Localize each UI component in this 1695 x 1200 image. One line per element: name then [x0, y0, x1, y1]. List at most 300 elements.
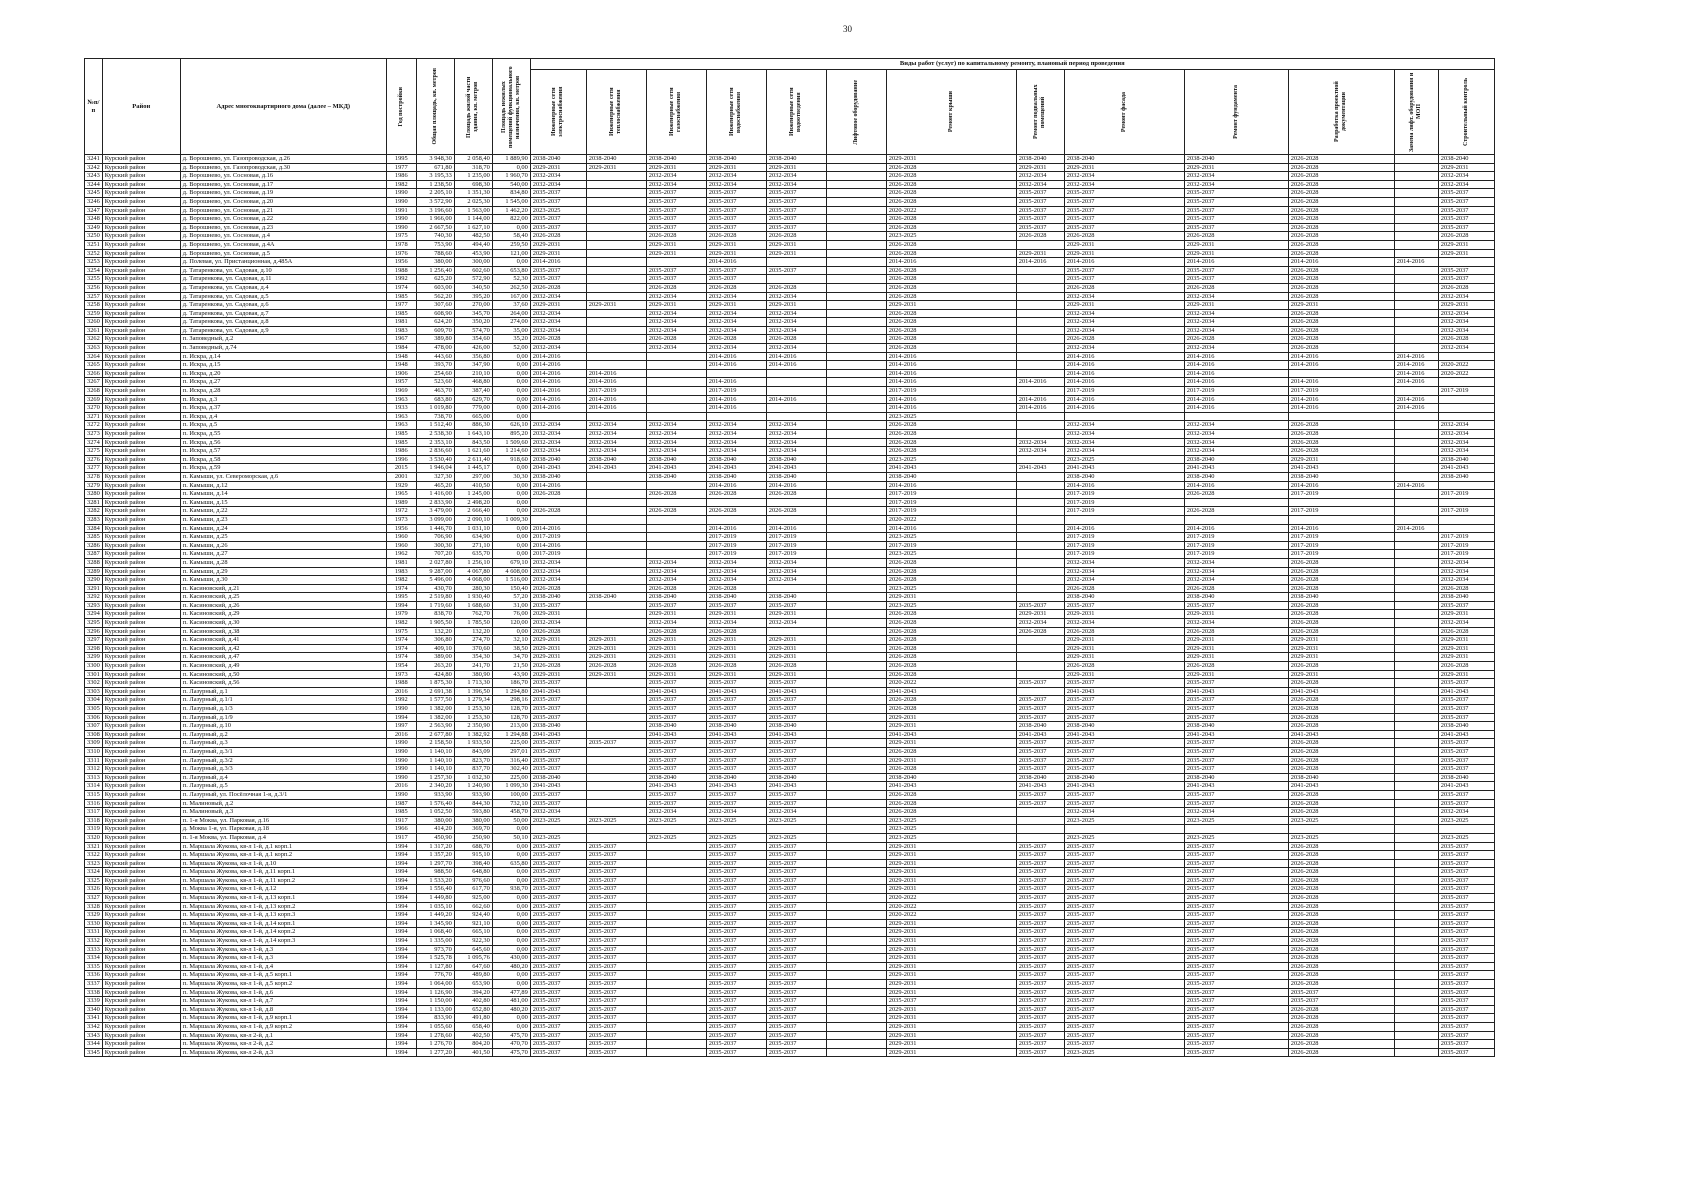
- table-cell: п. Маршала Жукова, кв-л 1-й, д.3: [180, 954, 386, 963]
- table-cell: 2035-2037: [706, 266, 766, 275]
- table-cell: 2035-2037: [586, 902, 646, 911]
- table-cell: [1394, 430, 1438, 439]
- table-cell: 2023-2025: [706, 816, 766, 825]
- table-cell: 2032-2034: [1184, 438, 1288, 447]
- table-cell: 1973: [386, 670, 416, 679]
- table-cell: 2032-2034: [766, 172, 826, 181]
- table-cell: 2035-2037: [1064, 705, 1184, 714]
- table-cell: п. Лазурный, д.1/1: [180, 696, 386, 705]
- table-cell: 1975: [386, 627, 416, 636]
- table-cell: [826, 799, 886, 808]
- table-cell: [646, 1005, 706, 1014]
- capital-repair-table: [84, 58, 1495, 1057]
- table-cell: 0,00: [492, 533, 530, 542]
- table-cell: 2029-2031: [530, 644, 586, 653]
- table-cell: 2026-2028: [646, 283, 706, 292]
- table-cell: 3 195,33: [416, 172, 454, 181]
- table-cell: 2026-2028: [1184, 662, 1288, 671]
- table-cell: 706,90: [416, 533, 454, 542]
- table-cell: 3317: [85, 808, 103, 817]
- table-cell: 2035-2037: [530, 919, 586, 928]
- table-cell: 2026-2028: [646, 584, 706, 593]
- table-cell: 2014-2016: [886, 352, 1016, 361]
- table-cell: 2032-2034: [1184, 576, 1288, 585]
- table-cell: п. Лазурный, д.3: [180, 739, 386, 748]
- table-cell: Курский район: [102, 155, 180, 164]
- table-cell: 2029-2031: [1064, 301, 1184, 310]
- table-cell: [646, 404, 706, 413]
- table-cell: 2032-2034: [1064, 172, 1184, 181]
- table-cell: 2038-2040: [886, 773, 1016, 782]
- table-cell: 2035-2037: [1064, 275, 1184, 284]
- table-cell: 2026-2028: [1288, 851, 1394, 860]
- table-cell: [586, 326, 646, 335]
- table-cell: 3292: [85, 593, 103, 602]
- table-cell: 2026-2028: [886, 808, 1016, 817]
- table-cell: 2035-2037: [706, 902, 766, 911]
- table-cell: 2035-2037: [646, 266, 706, 275]
- table-cell: 2032-2034: [1438, 430, 1494, 439]
- table-cell: 2035-2037: [766, 945, 826, 954]
- table-cell: 2026-2028: [706, 507, 766, 516]
- table-cell: 2035-2037: [766, 868, 826, 877]
- table-cell: Курский район: [102, 911, 180, 920]
- table-cell: [1394, 696, 1438, 705]
- table-cell: п. Маршала Жукова, кв-л 1-й, д.7: [180, 997, 386, 1006]
- table-cell: 2026-2028: [1064, 335, 1184, 344]
- table-row: [85, 541, 1495, 550]
- table-cell: 2035-2037: [1064, 206, 1184, 215]
- table-cell: 2014-2016: [1288, 481, 1394, 490]
- table-cell: 2023-2025: [706, 833, 766, 842]
- table-cell: 2035-2037: [1184, 868, 1288, 877]
- table-cell: 2029-2031: [886, 851, 1016, 860]
- table-cell: 2023-2025: [1288, 833, 1394, 842]
- table-cell: [1394, 670, 1438, 679]
- table-cell: 2035-2037: [646, 206, 706, 215]
- table-cell: 2026-2028: [1288, 980, 1394, 989]
- table-cell: п. Искра, д.28: [180, 387, 386, 396]
- table-cell: 186,70: [492, 679, 530, 688]
- header-nonresidential-area: Площадь нежилых помещений функционального назначения, кв. метров: [492, 59, 530, 155]
- table-cell: [826, 395, 886, 404]
- table-cell: 2026-2028: [530, 584, 586, 593]
- table-cell: [766, 825, 826, 834]
- table-cell: 2035-2037: [530, 223, 586, 232]
- table-cell: 645,60: [454, 945, 492, 954]
- table-cell: [826, 318, 886, 327]
- table-cell: [826, 206, 886, 215]
- table-cell: 2032-2034: [1184, 808, 1288, 817]
- table-cell: [1394, 868, 1438, 877]
- table-cell: 2032-2034: [1184, 447, 1288, 456]
- table-cell: 318,70: [454, 163, 492, 172]
- table-cell: 347,90: [454, 361, 492, 370]
- table-cell: [1394, 163, 1438, 172]
- table-cell: 2026-2028: [646, 232, 706, 241]
- table-cell: 2029-2031: [530, 670, 586, 679]
- table-cell: 2035-2037: [1438, 876, 1494, 885]
- table-cell: 886,30: [454, 421, 492, 430]
- table-cell: 2035-2037: [586, 1005, 646, 1014]
- table-cell: п. Камыши, д.23: [180, 515, 386, 524]
- table-row: [85, 275, 1495, 284]
- table-cell: 2032-2034: [1064, 619, 1184, 628]
- table-cell: 52,30: [492, 275, 530, 284]
- table-cell: 2032-2034: [1064, 567, 1184, 576]
- table-cell: 2029-2031: [1438, 163, 1494, 172]
- table-cell: Курский район: [102, 790, 180, 799]
- table-cell: [646, 894, 706, 903]
- table-cell: 389,80: [416, 335, 454, 344]
- table-cell: [826, 472, 886, 481]
- table-cell: 2023-2025: [886, 825, 1016, 834]
- table-cell: [826, 163, 886, 172]
- table-cell: д. Татаренкова, ул. Садовая, д.9: [180, 326, 386, 335]
- table-cell: 2035-2037: [530, 679, 586, 688]
- table-cell: д. Ворошнево, ул. Газопроводская, д.26: [180, 155, 386, 164]
- table-cell: [1394, 335, 1438, 344]
- table-cell: [826, 584, 886, 593]
- table-cell: 2035-2037: [706, 851, 766, 860]
- table-cell: 2035-2037: [586, 851, 646, 860]
- table-cell: 2035-2037: [1184, 215, 1288, 224]
- table-cell: 2014-2016: [1064, 395, 1184, 404]
- table-cell: 3 479,00: [416, 507, 454, 516]
- table-cell: 1 335,00: [416, 937, 454, 946]
- table-cell: 2032-2034: [706, 808, 766, 817]
- table-cell: д. Ворошнево, ул. Сосновая, д.20: [180, 197, 386, 206]
- table-cell: 2029-2031: [886, 842, 1016, 851]
- table-cell: Курский район: [102, 971, 180, 980]
- table-cell: 2 498,20: [454, 498, 492, 507]
- table-cell: 2014-2016: [1394, 481, 1438, 490]
- table-cell: [1016, 558, 1064, 567]
- table-cell: 2035-2037: [706, 1031, 766, 1040]
- table-cell: 2026-2028: [886, 266, 1016, 275]
- table-cell: 1985: [386, 430, 416, 439]
- table-cell: 2026-2028: [1288, 962, 1394, 971]
- table-cell: [826, 722, 886, 731]
- table-cell: 2029-2031: [586, 301, 646, 310]
- table-cell: 2035-2037: [766, 885, 826, 894]
- table-cell: 3283: [85, 515, 103, 524]
- table-cell: [766, 627, 826, 636]
- table-cell: 465,20: [416, 481, 454, 490]
- table-cell: 259,50: [492, 240, 530, 249]
- table-row: [85, 713, 1495, 722]
- table-cell: 844,30: [454, 799, 492, 808]
- table-cell: 132,20: [416, 627, 454, 636]
- table-cell: 2026-2028: [886, 309, 1016, 318]
- table-cell: 2035-2037: [706, 876, 766, 885]
- table-cell: [586, 490, 646, 499]
- table-cell: [766, 387, 826, 396]
- table-cell: 2014-2016: [1394, 258, 1438, 267]
- table-cell: 2026-2028: [886, 163, 1016, 172]
- table-cell: 2035-2037: [586, 988, 646, 997]
- table-cell: [586, 799, 646, 808]
- table-row: [85, 696, 1495, 705]
- table-cell: 480,20: [492, 962, 530, 971]
- table-cell: 2041-2043: [1016, 464, 1064, 473]
- table-cell: 2035-2037: [1184, 1014, 1288, 1023]
- table-cell: 3340: [85, 1005, 103, 1014]
- table-cell: 2026-2028: [886, 747, 1016, 756]
- table-cell: 2026-2028: [1438, 662, 1494, 671]
- table-cell: [1016, 662, 1064, 671]
- table-cell: 2035-2037: [1016, 980, 1064, 989]
- table-cell: д. Ворошнево, ул. Сосновая, д.22: [180, 215, 386, 224]
- table-cell: 2023-2025: [646, 816, 706, 825]
- table-row: [85, 163, 1495, 172]
- table-cell: [826, 155, 886, 164]
- table-cell: 2035-2037: [1184, 962, 1288, 971]
- table-cell: 2035-2037: [766, 971, 826, 980]
- table-cell: [1016, 352, 1064, 361]
- table-cell: 2029-2031: [1184, 163, 1288, 172]
- table-cell: 2035-2037: [1184, 696, 1288, 705]
- table-cell: 2035-2037: [530, 197, 586, 206]
- table-cell: п. Искра, д.56: [180, 438, 386, 447]
- table-cell: 2026-2028: [1288, 790, 1394, 799]
- table-cell: 2029-2031: [646, 163, 706, 172]
- table-cell: 2020-2022: [1438, 361, 1494, 370]
- table-cell: [586, 696, 646, 705]
- table-cell: 2029-2031: [586, 653, 646, 662]
- table-cell: 3257: [85, 292, 103, 301]
- table-row: [85, 636, 1495, 645]
- table-cell: 2035-2037: [530, 842, 586, 851]
- table-cell: 3273: [85, 430, 103, 439]
- table-cell: 2014-2016: [706, 361, 766, 370]
- table-cell: Курский район: [102, 524, 180, 533]
- table-row: [85, 215, 1495, 224]
- table-cell: 2035-2037: [766, 601, 826, 610]
- table-cell: 1988: [386, 266, 416, 275]
- table-cell: 895,20: [492, 430, 530, 439]
- table-cell: [586, 790, 646, 799]
- header-work-8: Ремонт фасада: [1064, 70, 1184, 155]
- table-cell: 2035-2037: [1064, 1040, 1184, 1049]
- table-cell: [826, 885, 886, 894]
- table-cell: 2035-2037: [530, 885, 586, 894]
- table-cell: 2026-2028: [1184, 507, 1288, 516]
- table-cell: п. Лазурный, д.1/9: [180, 713, 386, 722]
- table-cell: 2026-2028: [886, 197, 1016, 206]
- table-cell: 298,16: [492, 696, 530, 705]
- table-cell: 2032-2034: [586, 438, 646, 447]
- table-cell: 2035-2037: [766, 954, 826, 963]
- table-cell: 2014-2016: [1288, 404, 1394, 413]
- table-cell: 2014-2016: [1184, 258, 1288, 267]
- table-cell: 2035-2037: [530, 962, 586, 971]
- table-cell: 2023-2025: [886, 533, 1016, 542]
- table-cell: 2026-2028: [530, 335, 586, 344]
- table-cell: [826, 730, 886, 739]
- table-cell: 2026-2028: [1288, 713, 1394, 722]
- table-cell: 2029-2031: [766, 653, 826, 662]
- table-cell: 2026-2028: [886, 627, 1016, 636]
- table-cell: 2035-2037: [530, 894, 586, 903]
- table-cell: 0,00: [492, 627, 530, 636]
- table-cell: 327,30: [416, 472, 454, 481]
- table-cell: [1394, 309, 1438, 318]
- table-cell: 398,40: [454, 859, 492, 868]
- table-cell: 3272: [85, 421, 103, 430]
- table-cell: 2035-2037: [1064, 962, 1184, 971]
- table-row: [85, 782, 1495, 791]
- table-cell: [826, 833, 886, 842]
- table-cell: [586, 275, 646, 284]
- table-cell: [586, 172, 646, 181]
- table-cell: 2035-2037: [1288, 988, 1394, 997]
- table-cell: 1 946,04: [416, 464, 454, 473]
- table-cell: 2038-2040: [706, 722, 766, 731]
- table-cell: 2041-2043: [530, 464, 586, 473]
- table-cell: 2035-2037: [766, 842, 826, 851]
- table-cell: 58,40: [492, 232, 530, 241]
- table-cell: п. Касиновский, д.29: [180, 610, 386, 619]
- table-cell: 2017-2019: [1438, 533, 1494, 542]
- table-cell: [826, 550, 886, 559]
- table-cell: [1394, 644, 1438, 653]
- table-cell: [826, 378, 886, 387]
- table-cell: [586, 232, 646, 241]
- table-cell: 2035-2037: [706, 937, 766, 946]
- table-cell: Курский район: [102, 696, 180, 705]
- table-cell: 3249: [85, 223, 103, 232]
- table-cell: 2017-2019: [1184, 550, 1288, 559]
- table-cell: 3332: [85, 937, 103, 946]
- table-cell: 1977: [386, 301, 416, 310]
- table-cell: 2026-2028: [1288, 679, 1394, 688]
- table-cell: 2032-2034: [1438, 808, 1494, 817]
- table-cell: 2035-2037: [1184, 997, 1288, 1006]
- table-cell: Курский район: [102, 876, 180, 885]
- table-cell: 2026-2028: [706, 283, 766, 292]
- table-row: [85, 765, 1495, 774]
- table-cell: 922,30: [454, 937, 492, 946]
- page-number: 30: [843, 24, 852, 34]
- table-cell: 2017-2019: [1288, 533, 1394, 542]
- table-cell: [826, 644, 886, 653]
- table-cell: 2035-2037: [1064, 851, 1184, 860]
- table-cell: 776,70: [416, 971, 454, 980]
- table-cell: 3301: [85, 670, 103, 679]
- table-cell: 2029-2031: [1288, 636, 1394, 645]
- table-cell: п. Маршала Жукова, кв-л 1-й, д.3: [180, 945, 386, 954]
- table-cell: 1 068,40: [416, 928, 454, 937]
- table-cell: 2017-2019: [1438, 490, 1494, 499]
- table-cell: 2029-2031: [886, 722, 1016, 731]
- table-cell: 933,90: [416, 790, 454, 799]
- table-cell: [1016, 644, 1064, 653]
- table-cell: 2 666,40: [454, 507, 492, 516]
- table-cell: [586, 481, 646, 490]
- table-cell: 2035-2037: [530, 1048, 586, 1057]
- table-cell: 2026-2028: [886, 447, 1016, 456]
- table-cell: [1394, 197, 1438, 206]
- table-cell: [826, 438, 886, 447]
- table-cell: [826, 894, 886, 903]
- table-cell: 2032-2034: [530, 309, 586, 318]
- table-cell: 2029-2031: [530, 610, 586, 619]
- table-cell: [826, 670, 886, 679]
- table-cell: 2026-2028: [1288, 206, 1394, 215]
- table-cell: 270,00: [454, 301, 492, 310]
- table-cell: п. Искра, д.37: [180, 404, 386, 413]
- table-cell: 2014-2016: [1394, 361, 1438, 370]
- table-row: [85, 919, 1495, 928]
- table-cell: п. 1-я Моква, ул. Парковая, д.16: [180, 816, 386, 825]
- table-cell: [646, 533, 706, 542]
- table-cell: [586, 258, 646, 267]
- header-num: №п/п: [85, 59, 103, 155]
- table-cell: [826, 1014, 886, 1023]
- table-cell: 2026-2028: [1288, 189, 1394, 198]
- table-cell: [1394, 842, 1438, 851]
- table-cell: 2029-2031: [1184, 636, 1288, 645]
- table-cell: 2014-2016: [1394, 404, 1438, 413]
- table-cell: 2017-2019: [1438, 541, 1494, 550]
- table-cell: [586, 249, 646, 258]
- table-cell: 988,50: [416, 868, 454, 877]
- table-cell: 2026-2028: [886, 318, 1016, 327]
- table-cell: 21,50: [492, 662, 530, 671]
- table-cell: [1394, 945, 1438, 954]
- table-cell: 1994: [386, 851, 416, 860]
- table-cell: 2035-2037: [706, 997, 766, 1006]
- table-row: [85, 928, 1495, 937]
- table-cell: [826, 240, 886, 249]
- table-cell: 3318: [85, 816, 103, 825]
- table-cell: 3252: [85, 249, 103, 258]
- table-cell: 2035-2037: [766, 696, 826, 705]
- table-cell: Курский район: [102, 197, 180, 206]
- table-cell: Курский район: [102, 859, 180, 868]
- table-cell: п. Маршала Жукова, кв-л 2-й, д.1: [180, 1031, 386, 1040]
- table-cell: 3268: [85, 387, 103, 396]
- table-cell: 2035-2037: [1438, 894, 1494, 903]
- table-cell: д. Ворошнево, ул. Сосновая, д.21: [180, 206, 386, 215]
- table-cell: 698,30: [454, 180, 492, 189]
- table-cell: [1394, 705, 1438, 714]
- table-cell: 414,20: [416, 825, 454, 834]
- table-cell: 356,80: [454, 352, 492, 361]
- table-cell: [826, 859, 886, 868]
- table-cell: 2041-2043: [1438, 782, 1494, 791]
- table-cell: 2035-2037: [586, 945, 646, 954]
- table-cell: 0,00: [492, 507, 530, 516]
- table-cell: 1990: [386, 197, 416, 206]
- table-cell: [1394, 662, 1438, 671]
- table-cell: [530, 825, 586, 834]
- table-row: [85, 868, 1495, 877]
- table-cell: 2035-2037: [586, 997, 646, 1006]
- table-cell: 2032-2034: [1438, 344, 1494, 353]
- table-cell: 2035-2037: [1438, 997, 1494, 1006]
- table-cell: 2 667,50: [416, 223, 454, 232]
- table-cell: 572,90: [454, 275, 492, 284]
- table-cell: 2 611,40: [454, 455, 492, 464]
- table-cell: 2038-2040: [1064, 773, 1184, 782]
- table-cell: 2029-2031: [1064, 653, 1184, 662]
- table-cell: 2026-2028: [1288, 842, 1394, 851]
- table-cell: 2032-2034: [1438, 567, 1494, 576]
- table-cell: [826, 1031, 886, 1040]
- table-cell: 3250: [85, 232, 103, 241]
